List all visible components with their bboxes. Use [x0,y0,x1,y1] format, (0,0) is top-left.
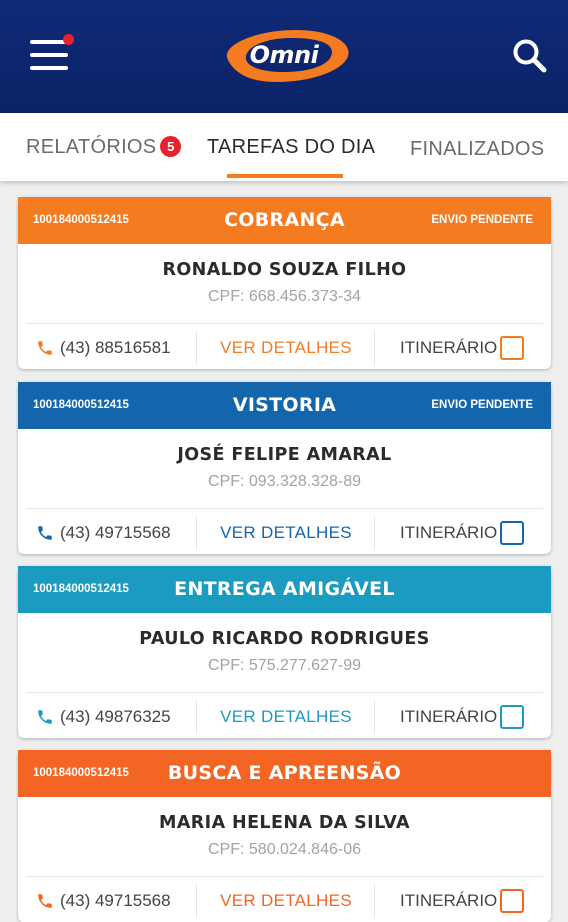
itinerario-label: ITINERÁRIO [400,707,498,726]
logo-text: Omni [249,41,319,69]
task-id: 100184000512415 [33,583,129,595]
divider [26,323,543,324]
task-id: 100184000512415 [33,214,129,226]
task-id: 100184000512415 [33,399,129,411]
tab-bar [0,113,568,181]
app-header [0,0,568,113]
task-card[interactable] [18,197,551,369]
divider [374,331,375,365]
card-header [18,197,551,244]
divider [196,331,197,365]
itinerario-label: ITINERÁRIO [400,891,498,910]
itinerario-label: ITINERÁRIO [400,523,498,542]
count-badge: 5 [160,136,181,157]
divider [374,516,375,550]
tab-label: TAREFAS DO DIA [207,135,376,158]
notification-dot [63,34,74,45]
divider [26,692,543,693]
tab-relatorios[interactable] [26,113,181,181]
divider [196,700,197,734]
status-badge: ENVIO PENDENTE [431,214,533,226]
task-type: BUSCA E APREENSÃO [167,762,402,784]
client-cpf: CPF: 575.277.627-99 [208,657,361,674]
menu-bar [30,66,68,70]
tab-label: FINALIZADOS [410,137,545,160]
active-tab-indicator [227,174,343,178]
divider [196,516,197,550]
phone-icon [36,524,54,542]
divider [196,884,197,918]
task-card[interactable] [18,566,551,738]
ver-detalhes-button[interactable]: VER DETALHES [220,338,352,357]
tab-tarefas-do-dia[interactable] [207,113,375,181]
client-name: PAULO RICARDO RODRIGUES [139,629,430,649]
phone-icon [36,892,54,910]
itinerario-checkbox[interactable] [500,705,524,729]
client-name: JOSÉ FELIPE AMARAL [177,445,392,465]
client-cpf: CPF: 668.456.373-34 [208,288,361,305]
card-header [18,566,551,613]
status-badge: ENVIO PENDENTE [431,399,533,411]
client-cpf: CPF: 093.328.328-89 [208,473,361,490]
divider [374,884,375,918]
phone-icon [36,708,54,726]
phone-link[interactable] [36,331,171,365]
divider [374,700,375,734]
phone-number: (43) 49715568 [60,891,171,910]
search-icon[interactable] [510,36,550,76]
menu-bar [30,53,68,57]
card-header [18,750,551,797]
task-type: COBRANÇA [224,209,345,231]
divider [26,508,543,509]
ver-detalhes-button[interactable]: VER DETALHES [220,707,352,726]
phone-link[interactable] [36,700,171,734]
task-type: ENTREGA AMIGÁVEL [174,578,395,600]
client-cpf: CPF: 580.024.846-06 [208,841,361,858]
tab-label: RELATÓRIOS [26,135,157,158]
itinerario-label: ITINERÁRIO [400,338,498,357]
client-name: RONALDO SOUZA FILHO [162,260,407,280]
task-card[interactable] [18,382,551,554]
client-name: MARIA HELENA DA SILVA [159,813,410,833]
phone-number: (43) 49715568 [60,523,171,542]
phone-icon [36,339,54,357]
search-icon-glyph [510,36,550,76]
phone-link[interactable] [36,516,171,550]
ver-detalhes-button[interactable]: VER DETALHES [220,523,352,542]
task-list [0,181,568,910]
task-card[interactable] [18,750,551,922]
tab-finalizados[interactable] [410,115,544,183]
task-type: VISTORIA [232,394,337,416]
hamburger-menu-icon[interactable] [30,38,70,72]
ver-detalhes-button[interactable]: VER DETALHES [220,891,352,910]
phone-number: (43) 49876325 [60,707,171,726]
divider [26,876,543,877]
itinerario-checkbox[interactable] [500,889,524,913]
itinerario-checkbox[interactable] [500,336,524,360]
phone-link[interactable] [36,884,171,918]
phone-number: (43) 88516581 [60,338,171,357]
task-id: 100184000512415 [33,767,129,779]
itinerario-checkbox[interactable] [500,521,524,545]
card-header [18,382,551,429]
omni-logo [214,26,354,86]
